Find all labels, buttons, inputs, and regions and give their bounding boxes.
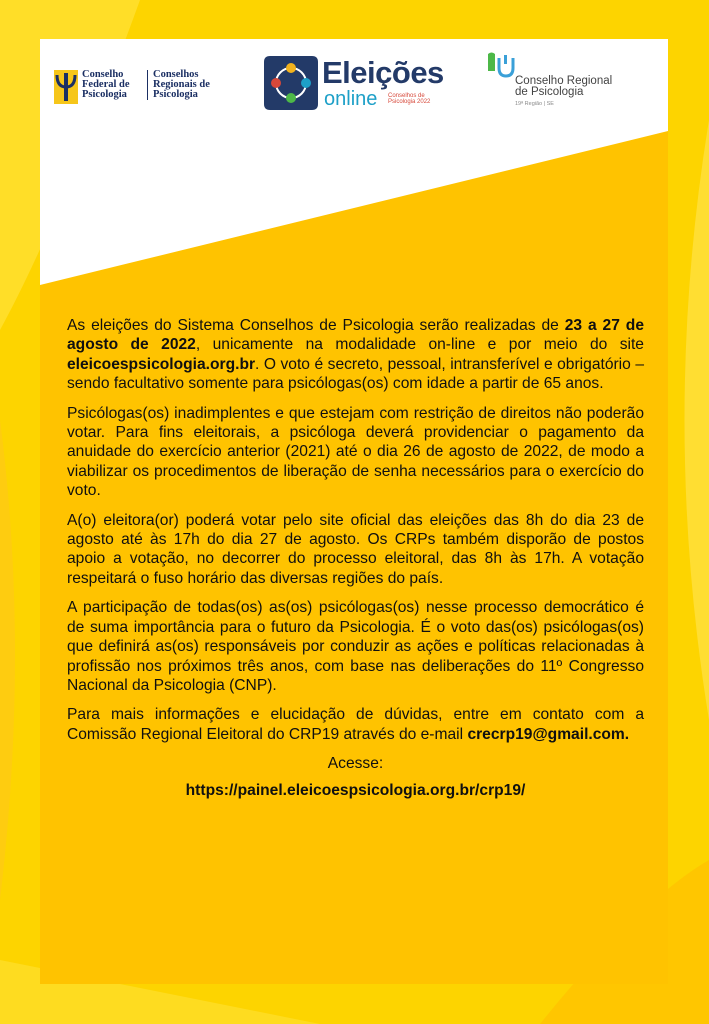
election-site: eleicoespsicologia.org.br	[67, 355, 256, 373]
paragraph-contact	[67, 705, 644, 744]
eleicoes-online: online	[324, 88, 378, 110]
crp-line1: Conselho Regional	[515, 75, 613, 87]
cfp-left-line3: Psicologia	[82, 89, 127, 100]
contact-text: Para mais informações e elucidação de dúvidas, entre em contato com a Comissão Regional Eleitoral do CRP19 através do e-mail	[67, 706, 644, 743]
header-logos	[40, 39, 668, 139]
cfp-right-line2: Regionais de	[153, 79, 210, 90]
election-dates: 23 a 27 de agosto de 2022	[67, 317, 644, 354]
paragraph-participation: A participação de todas(os) as(os) psicólogas(os) nesse processo democrático é de suma importância para o futuro da Psicologia. É o voto das(os) psicólogas(os) que definirá as(os) responsáveis por conduzir as ações e políticas relacionadas à profissão nos próximos três anos, com base nas deliberações do 11º Congresso Nacional da Psicologia (CNP).	[67, 599, 644, 694]
paragraph-eligibility: Psicólogas(os) inadimplentes e que estejam com restrição de direitos não poderão votar. Para fins eleitorais, a psicóloga deverá providenciar o pagamento da anuidade do exercício anterior (2021) até o dia 26 de agosto de 2022, de modo a viabilizar os procedimentos de liberação de senha necessários para o exercício do voto.	[67, 404, 644, 500]
cfp-left-line1: Conselho	[82, 69, 124, 80]
access-label: Acesse:	[327, 755, 384, 773]
crp-region: 19ª Região | SE	[515, 101, 554, 107]
paragraph-1-text-a: As eleições do Sistema Conselhos de Psicologia serão realizadas de	[67, 317, 565, 334]
crp-line2: de Psicologia	[515, 86, 584, 98]
eleicoes-title: Eleições	[322, 55, 444, 90]
eleicoes-subtitle-1: Conselhos de	[388, 93, 425, 99]
eleicoes-subtitle-2: Psicologia 2022	[388, 99, 431, 105]
paragraph-voting-hours: A(o) eleitora(or) poderá votar pelo site oficial das eleições das 8h do dia 23 de agosto até às 17h do dia 27 de agosto. Os CRPs também disporão de postos apoio a votação, no decorrer do processo eleitoral, das 8h às 17h. A votação respeitará o fuso horário das diversas regiões do país.	[67, 511, 644, 587]
notice-body	[67, 316, 644, 800]
cfp-left-line2: Federal de	[82, 79, 130, 90]
cfp-logo	[54, 68, 224, 108]
contact-email: crecrp19@gmail.com.	[467, 725, 630, 743]
paragraph-1-text-b: , unicamente na modalidade on-line e por meio do site	[195, 336, 644, 354]
cfp-right-line3: Psicologia	[153, 89, 198, 100]
network-icon	[264, 56, 318, 110]
psi-symbol-icon	[54, 70, 78, 104]
crp19-logo	[486, 47, 656, 117]
eleicoes-logo	[264, 54, 444, 114]
paragraph-election-dates	[67, 316, 644, 394]
paragraph-1-text-c: . O voto é secreto, pessoal, intransferível e obrigatório – sendo facultativo somente para psicólogas(os) com idade a partir de 65 anos.	[67, 355, 644, 393]
cfp-right-line1: Conselhos	[153, 69, 199, 80]
access-url-link[interactable]: https://painel.eleicoespsicologia.org.br/crp19/	[185, 781, 526, 799]
notice-card	[40, 39, 668, 984]
crp-mark-icon	[486, 52, 516, 80]
